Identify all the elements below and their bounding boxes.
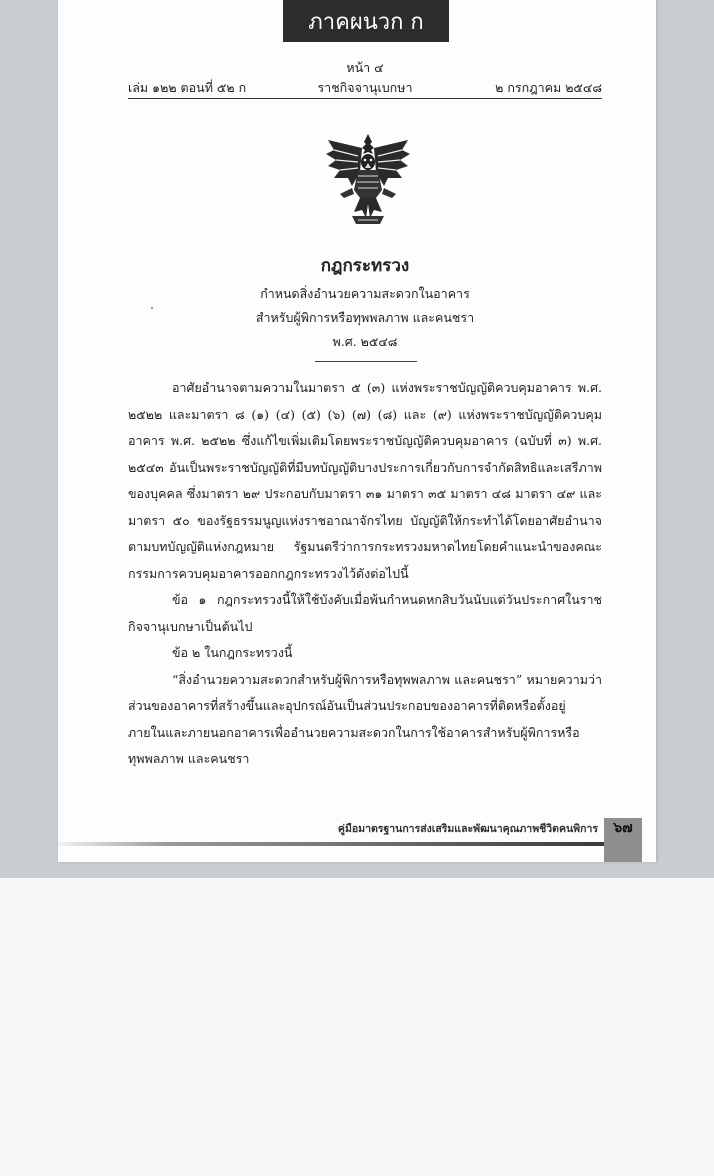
clause-1-paragraph: ข้อ ๑ กฎกระทรวงนี้ให้ใช้บังคับเมื่อพ้นกำหนดหกสิบวันนับแต่วันประกาศในราชกิจจานุเบกษาเป็นต้นไป (128, 592, 602, 634)
definition-paragraph: “สิ่งอำนวยความสะดวกสำหรับผู้พิการหรือทุพพลภาพ และคนชรา” หมายความว่า ส่วนของอาคารที่สร้างขึ้นและอุปกรณ์อันเป็นส่วนประกอบของอาคารที่ติดหรือตั้งอยู่ภายในและภายนอกอาคารเพื่ออำนวยความสะดวกในการใช้อาคารสำหรับผู้พิการหรือทุพพลภาพ และคนชรา (128, 671, 602, 766)
clause-2-paragraph: ข้อ ๒ ในกฎกระทรวงนี้ (172, 645, 293, 660)
preamble-paragraph: อาศัยอำนาจตามความในมาตรา ๕ (๓) แห่งพระราชบัญญัติควบคุมอาคาร พ.ศ. ๒๕๒๒ และมาตรา ๘ (๑) (๔) (๕) (๖) (๗) (๘) และ (๙) แห่งพระราชบัญญัติควบคุมอาคาร พ.ศ. ๒๕๒๒ ซึ่งแก้ไขเพิ่มเติมโดยพระราชบัญญัติควบคุมอาคาร (ฉบับที่ ๓) พ.ศ. ๒๕๔๓ อันเป็นพระราชบัญญัติที่มีบทบัญญัติบางประการเกี่ยวกับการจำกัดสิทธิและเสรีภาพของบุคคล ซึ่งมาตรา ๒๙ ประกอบกับมาตรา ๓๑ มาตรา ๓๕ มาตรา ๔๘ มาตรา ๔๙ และมาตรา ๕๐ ของรัฐธรรมนูญแห่งราชอาณาจักรไทย บัญญัติให้กระทำได้โดยอาศัยอำนาจตามบทบัญญัติแห่งกฎหมาย รัฐมนตรีว่าการกระทรวงมหาดไทยโดยคำแนะนำของคณะกรรมการควบคุมอาคารออกกฎกระทรวงไว้ดังต่อไปนี้ (128, 380, 602, 581)
scan-speck (151, 307, 153, 309)
gazette-header (128, 58, 602, 99)
footer-caption: คู่มือมาตรฐานการส่งเสริมและพัฒนาคุณภาพชีวิตคนพิการ (337, 823, 598, 835)
regulation-subtitle-1: กำหนดสิ่งอำนวยความสะดวกในอาคาร (260, 286, 470, 301)
gazette-date: ๒ กรกฎาคม ๒๕๔๘ (495, 80, 602, 95)
gazette-page-number: หน้า ๔ (346, 60, 384, 75)
footer-page-number: ๖๗ (604, 818, 642, 862)
footer-rule (58, 842, 604, 846)
title-divider (315, 361, 417, 362)
regulation-body (128, 375, 602, 773)
appendix-tab: ภาคผนวก ก (283, 0, 449, 42)
gazette-volume: เล่ม ๑๒๒ ตอนที่ ๕๒ ก (128, 80, 247, 95)
regulation-year: พ.ศ. ๒๕๔๘ (332, 334, 398, 349)
gazette-name: ราชกิจจานุเบกษา (317, 80, 413, 95)
regulation-subtitle-2: สำหรับผู้พิการหรือทุพพลภาพ และคนชรา (255, 310, 475, 325)
regulation-title: กฎกระทรวง (320, 256, 410, 276)
blank-area (0, 878, 714, 1176)
garuda-emblem-icon (322, 132, 414, 228)
